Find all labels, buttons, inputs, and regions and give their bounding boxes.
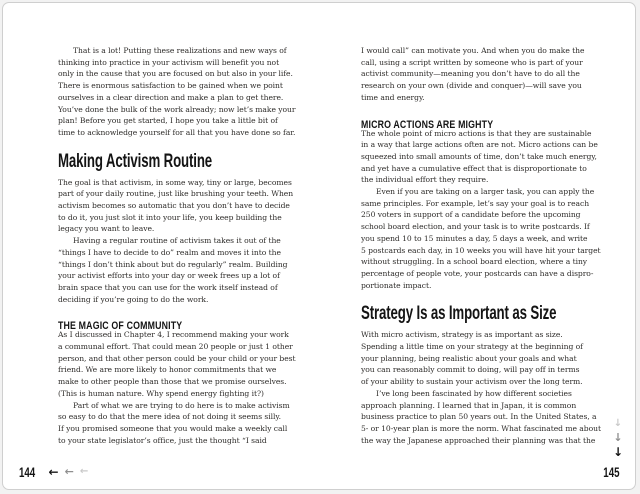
paragraph	[58, 45, 296, 139]
page-nav-arrows-left	[49, 466, 89, 478]
text-line: and yet have a cumulative effect that is disproportionate to	[361, 163, 587, 173]
text-line: to your state legislator’s office, just the thought “I said	[58, 435, 267, 445]
text-line: 5- or 10-year plan is more the norm. What fascinated me about	[361, 423, 601, 433]
section-heading	[361, 303, 593, 324]
text-line: in a way that large actions often are not. Micro actions can be	[361, 140, 598, 150]
text-line: I would call” can motivate you. And when you do make the	[361, 46, 585, 55]
paragraph	[361, 329, 593, 388]
text-line: As I discussed in Chapter 4, I recommend making your work	[58, 330, 289, 340]
text-line: approach planning. I learned that in Japan, it is common	[361, 400, 577, 410]
left-arrow-icon: ←	[79, 465, 89, 477]
text-line: The whole point of micro actions is that they are sustainable	[361, 128, 592, 138]
text-line: school board election, and your task is to write postcards. If	[361, 222, 590, 232]
text-line: (This is human nature. Why spend energy fighting it?)	[58, 388, 264, 398]
text-line: so easy to do that the mere idea of not doing it seems silly.	[58, 412, 282, 422]
text-line: research on your own (divide and conquer)—will save you	[361, 81, 582, 91]
text-line: “things I have to decide to do” realm and moves it into the	[58, 247, 281, 257]
text-line: friend. We are more likely to honor commitments that we	[58, 365, 277, 375]
text-line: you can reasonably commit to doing, will pay off in terms	[361, 365, 580, 375]
text-line: part of your daily routine, just like brushing your teeth. When	[58, 189, 294, 199]
text-line: to do it, you just slot it into your life, you keep building the	[58, 212, 282, 222]
text-line: portionate impact.	[361, 280, 432, 290]
text-line: business practice to plan 50 years out. In the United States, a	[361, 412, 597, 422]
down-arrow-icon: ↓	[612, 445, 623, 459]
text-line: thinking into practice in your activism will benefit you not	[58, 57, 280, 67]
text-line: squeezed into small amounts of time, don’t take much energy,	[361, 151, 597, 161]
text-line: Having a regular routine of activism takes it out of the	[73, 236, 281, 246]
text-line: time and energy.	[361, 92, 425, 102]
text-line: a communal effort. That could mean 20 people or just 1 other	[58, 342, 293, 352]
text-line: activist community—meaning you don’t have to do all the	[361, 69, 580, 79]
sub-section-heading	[58, 314, 290, 333]
page-number-left	[19, 462, 42, 481]
text-line: same principles. For example, let’s say your goal is to reach	[361, 198, 590, 208]
paragraph	[58, 329, 296, 399]
page-number-right	[597, 462, 620, 481]
text-line: That is a lot! Putting these realizations and new ways of	[73, 46, 287, 55]
text-line: Part of what we are trying to do here is to make activism	[73, 400, 290, 410]
text-line: I’ve long been fascinated by how different societies	[376, 388, 572, 398]
text-line: the way the Japanese approached their planning was that the	[361, 435, 596, 445]
text-line: 250 voters in support of a candidate before the upcoming	[361, 210, 581, 220]
text-line: make to other people than those that we promise ourselves.	[58, 377, 287, 387]
text-line: The goal is that activism, in some way, tiny or large, becomes	[58, 177, 292, 187]
text-line: time to acknowledge yourself for all that you have done so far.	[58, 127, 296, 137]
page-right-content	[361, 45, 601, 446]
heading-text: Making Activism Routine	[58, 149, 213, 172]
text-line: call, using a script written by someone who is part of your	[361, 57, 583, 67]
paragraph	[361, 45, 593, 104]
paragraph	[361, 388, 601, 447]
text-line: you spend 10 to 15 minutes a day, 5 days a week, and write	[361, 233, 588, 243]
text-line: deciding if you’re going to do the work.	[58, 294, 209, 304]
book-spread	[2, 2, 636, 490]
page-left-content	[58, 45, 296, 446]
text-line: only in the cause that you are focused on but also in your life.	[58, 69, 293, 79]
paragraph	[361, 186, 601, 291]
text-line: your planning, being realistic about your goals and what	[361, 353, 577, 363]
paragraph	[58, 177, 294, 236]
down-arrow-icon: ↓	[613, 431, 623, 444]
text-line: ourselves in a clear direction and make a plan to get there.	[58, 92, 284, 102]
paragraph	[58, 400, 290, 447]
page-number-right-text: 145	[603, 465, 620, 480]
page-number-left-text: 144	[19, 465, 36, 480]
heading-text: Strategy Is as Important as Size	[361, 302, 557, 325]
text-line: your activist efforts into your day or week frees up a lot of	[58, 271, 280, 281]
left-arrow-icon: ←	[48, 464, 59, 479]
text-line: brain space that you can use for the work itself instead of	[58, 282, 278, 292]
heading-text: THE MAGIC OF COMMUNITY	[58, 320, 183, 333]
text-line: plan! Before you get started, I hope you take a little bit of	[58, 116, 278, 126]
text-line: without struggling. In a school board election, where a tiny	[361, 257, 588, 267]
text-line: With micro activism, strategy is as important as size.	[361, 330, 563, 340]
heading-text: MICRO ACTIONS ARE MIGHTY	[361, 118, 494, 131]
text-line: person, and that other person could be your child or your best	[58, 353, 296, 363]
paragraph	[58, 235, 290, 305]
text-line: Spending a little time on your strategy at the beginning of	[361, 342, 583, 352]
text-line: “things I don’t think about but do regularly” realm. Building	[58, 259, 288, 269]
text-line: There is enormous satisfaction to be gained when we point	[58, 81, 283, 91]
page-footer-left	[19, 462, 88, 481]
text-line: You’ve done the bulk of the work already; now let’s make your	[58, 104, 296, 114]
text-line: of your ability to sustain your activism over the long term.	[361, 377, 583, 387]
text-line: Even if you are taking on a larger task, you can apply the	[376, 187, 595, 197]
paragraph	[361, 128, 598, 187]
section-heading	[58, 151, 290, 172]
page-nav-arrows-right	[613, 419, 623, 458]
text-line: percentage of people vote, your postcards can have a dispro-	[361, 268, 594, 278]
sub-section-heading	[361, 113, 593, 131]
text-line: activism becomes so automatic that you don’t have to decide	[58, 201, 290, 211]
down-arrow-icon: ↓	[613, 418, 623, 429]
left-arrow-icon: ←	[64, 465, 74, 478]
text-line: the individual effort they require.	[361, 175, 489, 185]
text-line: If you promised someone that you would make a weekly call	[58, 423, 288, 433]
text-line: 5 postcards each day, in 10 weeks you will have hit your target	[361, 245, 601, 255]
text-line: legacy you want to leave.	[58, 224, 155, 234]
